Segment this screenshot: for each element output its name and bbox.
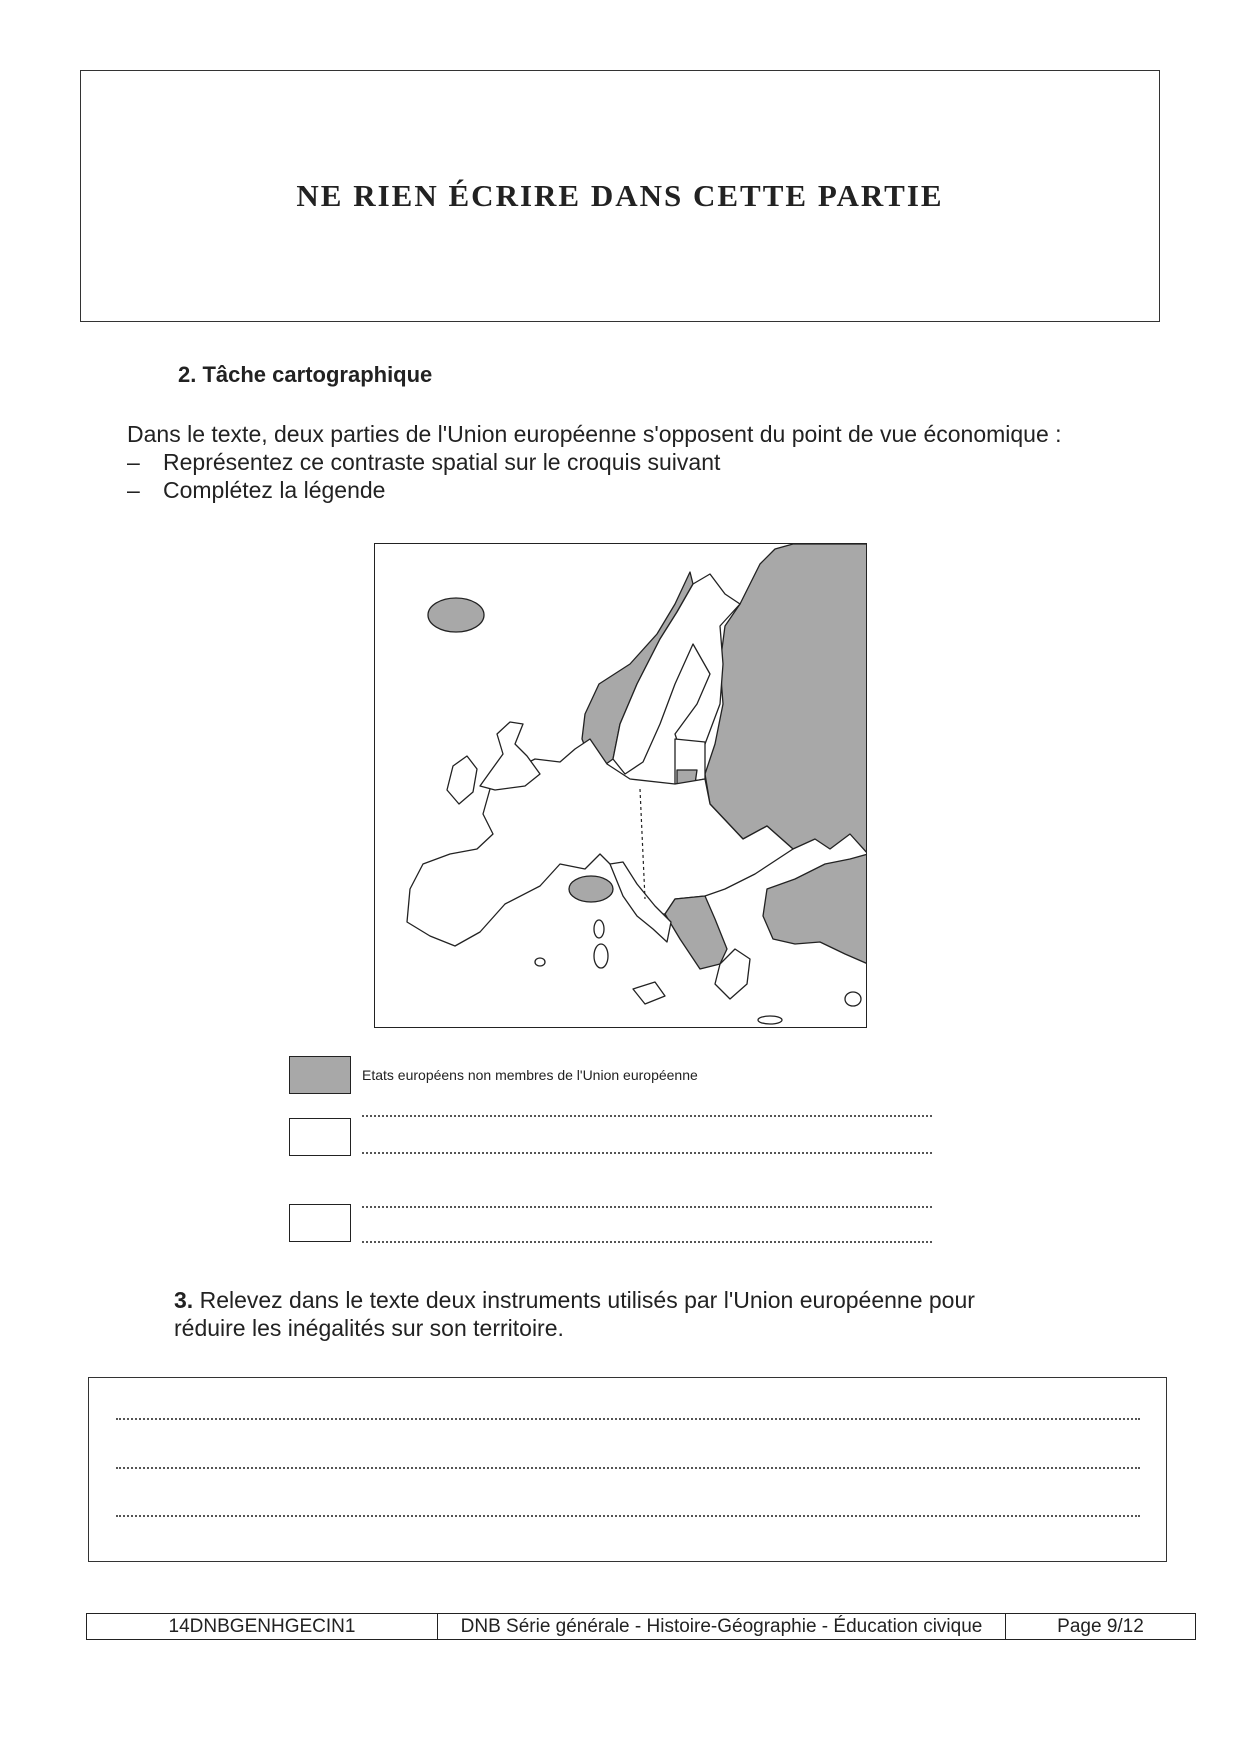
task3-number: 3. [174, 1287, 194, 1313]
legend-answer-line[interactable] [362, 1206, 932, 1208]
bullet-text: Représentez ce contraste spatial sur le croquis suivant [163, 449, 721, 475]
legend-swatch-empty-2[interactable] [289, 1204, 351, 1242]
answer-line[interactable] [116, 1418, 1140, 1420]
map-corsica [594, 920, 604, 938]
map-cyprus [845, 992, 861, 1006]
task3-answer-box [88, 1377, 1167, 1562]
map-balearic [535, 958, 545, 966]
legend-answer-line[interactable] [362, 1152, 932, 1154]
answer-line[interactable] [116, 1515, 1140, 1517]
task3-question [174, 1286, 975, 1314]
page-footer [86, 1613, 1196, 1640]
bullet-text: Complétez la légende [163, 477, 386, 503]
map-sardinia [594, 944, 608, 968]
reserved-area-title: NE RIEN ÉCRIRE DANS CETTE PARTIE [296, 178, 944, 213]
footer-page-number: Page 9/12 [1057, 1616, 1144, 1637]
legend-swatch-empty-1[interactable] [289, 1118, 351, 1156]
map-ireland [447, 756, 477, 804]
map-sicily [633, 982, 665, 1004]
bullet-dash: – [127, 449, 140, 475]
footer-exam-title: DNB Série générale - Histoire-Géographie - Éducation civique [438, 1614, 1006, 1639]
task2-bullet-2 [127, 476, 385, 504]
map-great-britain [480, 722, 540, 790]
task3-question-line1: Relevez dans le texte deux instruments utilisés par l'Union européenne pour [193, 1287, 975, 1313]
legend-swatch-nonmember [289, 1056, 351, 1094]
footer-code: 14DNBGENHGECIN1 [87, 1614, 438, 1639]
europe-map-frame [374, 543, 867, 1028]
map-balkans-nonmember [665, 896, 727, 969]
legend-answer-line[interactable] [362, 1115, 932, 1117]
task2-intro: Dans le texte, deux parties de l'Union européenne s'opposent du point de vue économique : [127, 421, 1062, 447]
task2-heading: 2. Tâche cartographique [178, 362, 433, 387]
map-switzerland [569, 876, 613, 902]
legend-answer-line[interactable] [362, 1241, 932, 1243]
answer-line[interactable] [116, 1467, 1140, 1469]
map-crete [758, 1016, 782, 1024]
map-iceland [428, 598, 484, 632]
legend-label-nonmember: Etats européens non membres de l'Union européenne [362, 1067, 698, 1083]
bullet-dash: – [127, 477, 140, 503]
map-turkey [763, 854, 867, 964]
task3-question-line2: réduire les inégalités sur son territoire. [174, 1315, 564, 1341]
europe-map[interactable] [375, 544, 867, 1028]
map-russia [705, 544, 867, 854]
task2-bullet-1 [127, 448, 720, 476]
